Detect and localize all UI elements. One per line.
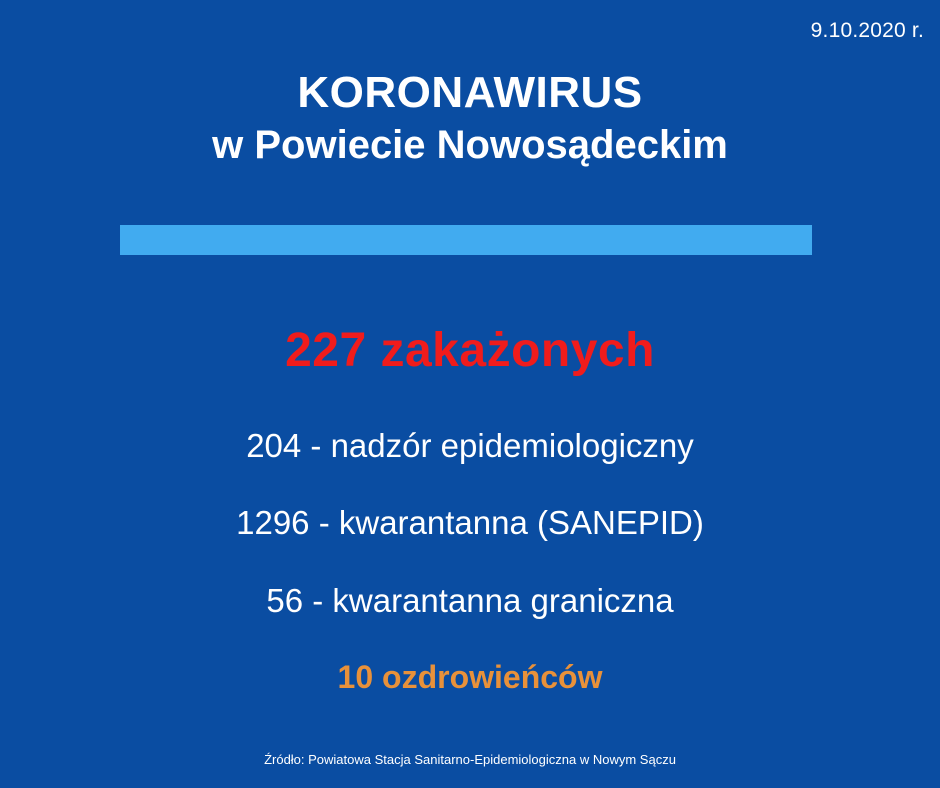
source-note: Źródło: Powiatowa Stacja Sanitarno-Epidemiologiczna w Nowym Sączu xyxy=(264,752,676,768)
stat-line-epidemiological-surveillance: 204 - nadzór epidemiologiczny xyxy=(246,426,694,464)
page-subtitle: w Powiecie Nowosądeckim xyxy=(212,123,728,168)
stat-line-recovered: 10 ozdrowieńców xyxy=(337,659,603,696)
divider-bar xyxy=(120,225,812,255)
stat-line-border-quarantine: 56 - kwarantanna graniczna xyxy=(266,581,674,619)
stat-line-quarantine-sanepid: 1296 - kwarantanna (SANEPID) xyxy=(236,504,704,542)
slide-date: 9.10.2020 r. xyxy=(810,19,924,42)
title-block xyxy=(0,68,940,168)
statistics-block xyxy=(0,322,940,697)
infected-count: 227 zakażonych xyxy=(285,324,655,377)
page-title: KORONAWIRUS xyxy=(297,68,643,117)
